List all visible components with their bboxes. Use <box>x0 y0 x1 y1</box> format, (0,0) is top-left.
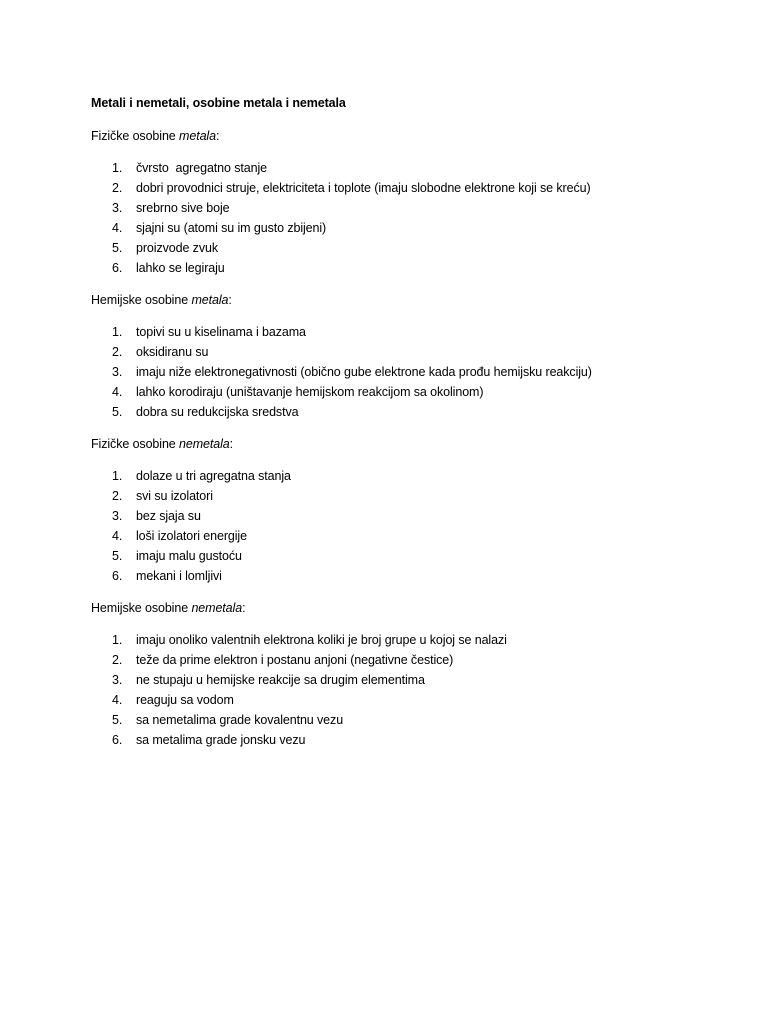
list-item <box>91 258 731 278</box>
list-item-text: sjajni su (atomi su im gusto zbijeni) <box>136 221 327 235</box>
section-heading-emphasis: metala <box>191 293 229 307</box>
list-item-text: dolaze u tri agregatna stanja <box>136 469 291 483</box>
list-item <box>91 362 731 382</box>
list-item <box>91 342 731 362</box>
list-item-text: sa nemetalima grade kovalentnu vezu <box>136 713 344 727</box>
list-item <box>91 526 731 546</box>
list-item <box>91 402 731 422</box>
list-item-number: 3. <box>112 201 123 215</box>
section-heading-suffix: : <box>228 293 232 307</box>
list-item <box>91 198 731 218</box>
list-item <box>91 546 731 566</box>
document-title: Metali i nemetali, osobine metala i nemetala <box>91 96 346 110</box>
list-item <box>91 710 731 730</box>
list-item <box>91 158 731 178</box>
numbered-list <box>91 158 731 278</box>
list-item-number: 4. <box>112 385 123 399</box>
list-item-number: 6. <box>112 569 123 583</box>
list-item-text: imaju niže elektronegativnosti (obično gube elektrone kada prođu hemijsku reakciju) <box>136 365 592 379</box>
section-heading <box>91 434 731 454</box>
section-heading-prefix: Fizičke osobine <box>91 129 180 143</box>
list-item-number: 3. <box>112 365 123 379</box>
list-item-number: 4. <box>112 221 123 235</box>
list-item-number: 5. <box>112 241 123 255</box>
list-item-text: čvrsto agregatno stanje <box>136 161 268 175</box>
list-item <box>91 238 731 258</box>
list-item-number: 1. <box>112 325 123 339</box>
list-item-number: 5. <box>112 405 123 419</box>
list-item-text: imaju malu gustoću <box>136 549 242 563</box>
section-heading <box>91 126 731 146</box>
list-item-text: dobri provodnici struje, elektriciteta i toplote (imaju slobodne elektrone koji se kreću) <box>136 181 591 195</box>
list-item-number: 3. <box>112 509 123 523</box>
list-item-text: oksidiranu su <box>136 345 209 359</box>
list-item-number: 4. <box>112 693 123 707</box>
list-item <box>91 506 731 526</box>
list-item <box>91 466 731 486</box>
list-item <box>91 178 731 198</box>
list-item-text: lahko korodiraju (uništavanje hemijskom reakcijom sa okolinom) <box>136 385 484 399</box>
sections-container <box>91 126 731 750</box>
list-item-number: 3. <box>112 673 123 687</box>
list-item-text: teže da prime elektron i postanu anjoni (negativne čestice) <box>136 653 454 667</box>
list-item-text: dobra su redukcijska sredstva <box>136 405 299 419</box>
list-item-number: 1. <box>112 469 123 483</box>
section-heading <box>91 290 731 310</box>
list-item-number: 6. <box>112 733 123 747</box>
list-item-text: topivi su u kiselinama i bazama <box>136 325 306 339</box>
list-item-text: srebrno sive boje <box>136 201 230 215</box>
list-item <box>91 630 731 650</box>
list-item-text: bez sjaja su <box>136 509 201 523</box>
list-item-number: 2. <box>112 345 123 359</box>
section-heading-suffix: : <box>215 129 220 143</box>
list-item <box>91 566 731 586</box>
list-item-text: imaju onoliko valentnih elektrona koliki je broj grupe u kojoj se nalazi <box>136 633 507 647</box>
list-item <box>91 486 731 506</box>
numbered-list <box>91 466 731 586</box>
section-heading-prefix: Fizičke osobine <box>91 437 180 451</box>
section-heading <box>91 598 731 618</box>
list-item <box>91 382 731 402</box>
list-item-number: 5. <box>112 713 123 727</box>
list-item-text: sa metalima grade jonsku vezu <box>136 733 306 747</box>
list-item-number: 1. <box>112 161 123 175</box>
list-item-number: 4. <box>112 529 123 543</box>
list-item <box>91 690 731 710</box>
list-item-number: 1. <box>112 633 123 647</box>
document-body <box>91 93 731 762</box>
numbered-list <box>91 630 731 750</box>
list-item-number: 2. <box>112 489 123 503</box>
list-item-number: 5. <box>112 549 123 563</box>
list-item-text: lahko se legiraju <box>136 261 225 275</box>
list-item-number: 2. <box>112 653 123 667</box>
section-heading-prefix: Hemijske osobine <box>91 293 192 307</box>
section-heading-emphasis: nemetala <box>179 437 230 451</box>
section-heading-suffix: : <box>229 437 234 451</box>
list-item-text: loši izolatori energije <box>136 529 247 543</box>
list-item <box>91 650 731 670</box>
list-item <box>91 730 731 750</box>
section-heading-prefix: Hemijske osobine <box>91 601 192 615</box>
list-item-text: reaguju sa vodom <box>136 693 234 707</box>
list-item <box>91 218 731 238</box>
list-item-text: ne stupaju u hemijske reakcije sa drugim elementima <box>136 673 425 687</box>
list-item-number: 2. <box>112 181 123 195</box>
section-heading-emphasis: nemetala <box>191 601 243 615</box>
list-item-text: mekani i lomljivi <box>136 569 222 583</box>
list-item <box>91 670 731 690</box>
list-item-text: svi su izolatori <box>136 489 213 503</box>
list-item-number: 6. <box>112 261 123 275</box>
section-heading-emphasis: metala <box>179 129 216 143</box>
numbered-list <box>91 322 731 422</box>
list-item-text: proizvode zvuk <box>136 241 218 255</box>
list-item <box>91 322 731 342</box>
section-heading-suffix: : <box>242 601 246 615</box>
